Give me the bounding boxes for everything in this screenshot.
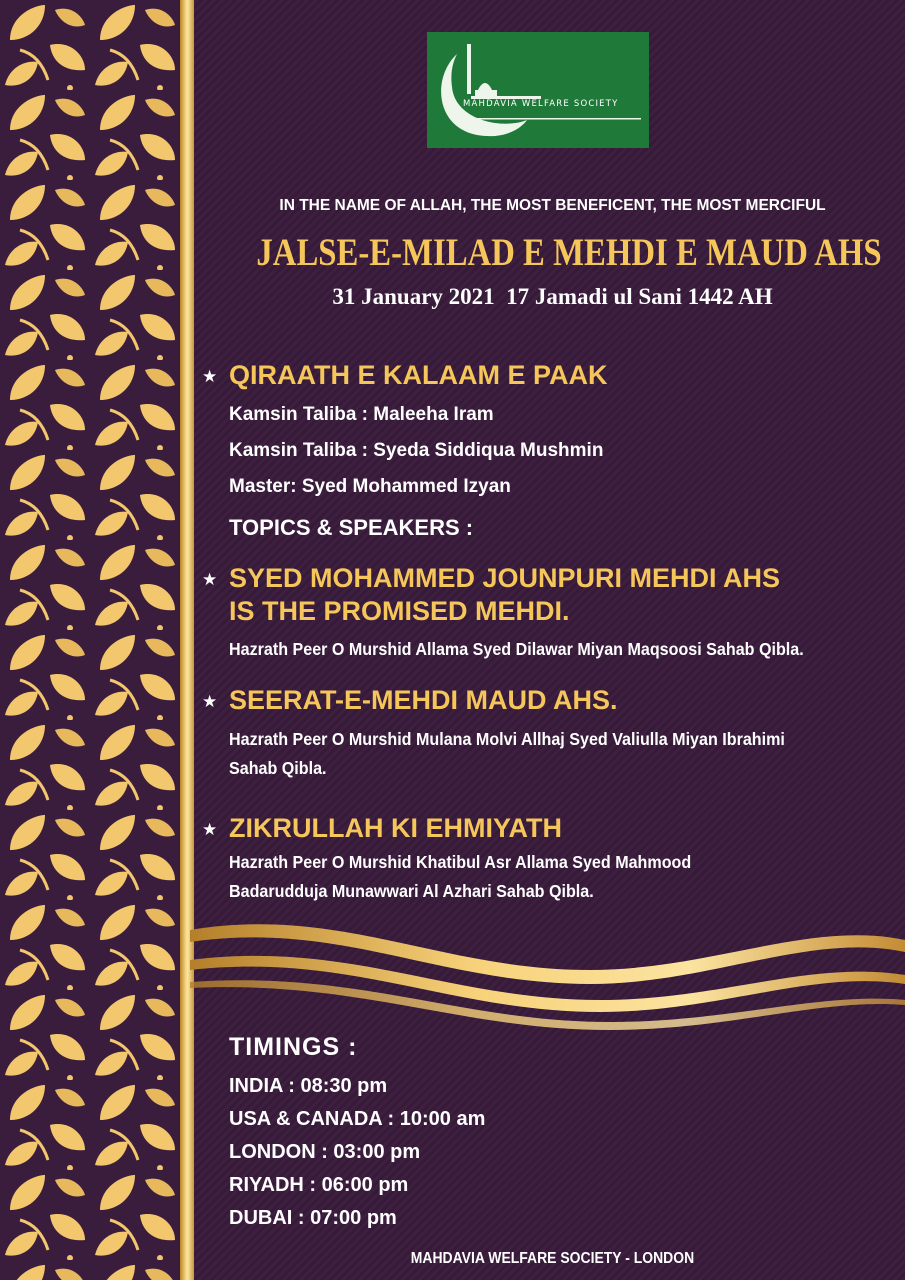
gold-border — [180, 0, 194, 1280]
qiraath-line: Kamsin Taliba : Syeda Siddiqua Mushmin — [229, 440, 604, 461]
footer: MAHDAVIA WELFARE SOCIETY - LONDON — [410, 1250, 695, 1267]
floral-pattern-panel — [0, 0, 180, 1280]
qiraath-heading: QIRAATH E KALAAM E PAAK — [229, 360, 608, 390]
star-icon: ★ — [202, 692, 218, 711]
topic-speaker: Hazrath Peer O Murshid Mulana Molvi Allhaj Syed Valiulla Miyan Ibrahimi — [229, 729, 785, 749]
topic-speaker: Hazrath Peer O Murshid Allama Syed Dilawar Miyan Maqsoosi Sahab Qibla. — [229, 639, 804, 659]
star-icon: ★ — [202, 570, 218, 589]
topic-title: SYED MOHAMMED JOUNPURI MEHDI AHS — [229, 563, 781, 593]
topic-title: SEERAT-E-MEHDI MAUD AHS. — [229, 685, 618, 715]
logo-text: MAHDAVIA WELFARE SOCIETY — [463, 99, 619, 109]
timing-item: RIYADH : 06:00 pm — [229, 1174, 409, 1196]
qiraath-line: Kamsin Taliba : Maleeha Iram — [229, 404, 494, 425]
topics-heading: TOPICS & SPEAKERS : — [229, 515, 474, 540]
bismillah: IN THE NAME OF ALLAH, THE MOST BENEFICENT, THE MOST MERCIFUL — [279, 197, 826, 214]
qiraath-line: Master: Syed Mohammed Izyan — [229, 476, 511, 497]
event-date: 31 January 2021 17 Jamadi ul Sani 1442 AH — [332, 284, 773, 309]
star-icon: ★ — [202, 820, 218, 839]
leaf-pattern — [0, 0, 180, 1280]
society-logo — [427, 32, 649, 148]
topic-title: IS THE PROMISED MEHDI. — [229, 596, 570, 626]
topic-speaker: Sahab Qibla. — [229, 758, 327, 778]
timing-item: INDIA : 08:30 pm — [229, 1075, 388, 1097]
timing-item: USA & CANADA : 10:00 am — [229, 1108, 486, 1130]
timing-item: DUBAI : 07:00 pm — [229, 1207, 397, 1229]
star-icon: ★ — [202, 367, 218, 386]
topic-title: ZIKRULLAH KI EHMIYATH — [229, 813, 562, 843]
timings-heading: TIMINGS : — [229, 1033, 358, 1061]
topic-speaker: Badarudduja Munawwari Al Azhari Sahab Qibla. — [229, 881, 594, 901]
event-title: JALSE-E-MILAD E MEHDI E MAUD AHS — [256, 231, 882, 274]
timing-item: LONDON : 03:00 pm — [229, 1141, 421, 1163]
crescent-mosque-icon — [427, 32, 649, 148]
topic-speaker: Hazrath Peer O Murshid Khatibul Asr Allama Syed Mahmood — [229, 852, 692, 872]
